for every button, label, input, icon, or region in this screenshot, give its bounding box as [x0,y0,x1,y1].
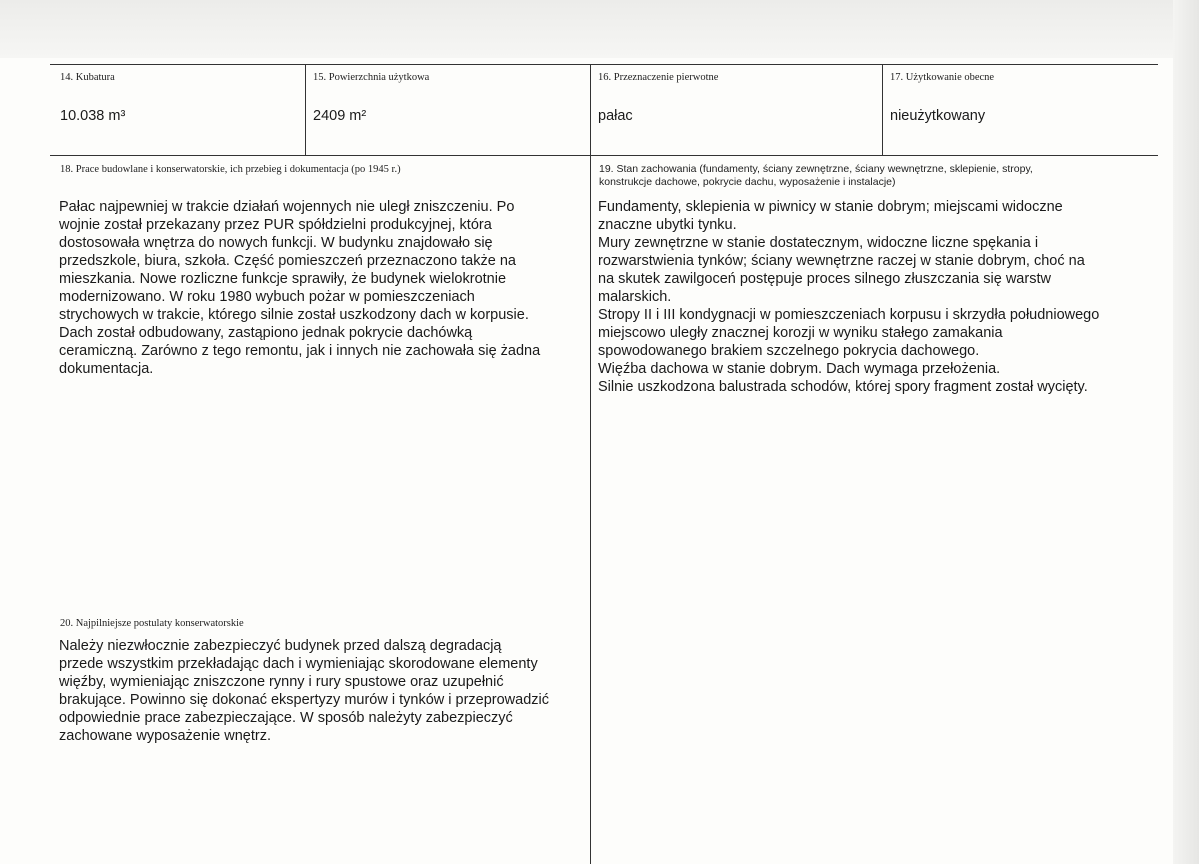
przeznaczenie-value: pałac [598,108,633,124]
column-divider-2 [590,64,591,864]
przeznaczenie-label: 16. Przeznaczenie pierwotne [598,72,719,83]
table-top-border [50,64,1158,65]
scan-top-band [0,0,1199,58]
prace-text: Pałac najpewniej w trakcie działań wojennych nie uległ zniszczeniu. Po wojnie został przekazany przez PUR spółdzielni produkcyjnej, która dostosowała wnętrza do nowych funkcji. W budynku znajdowało się przedszkole, biura, szkoła. Część pomieszczeń przeznaczono także na mieszkania. Nowe rozliczne funkcje sprawiły, że budynek wielokrotnie modernizowano. W roku 1980 wybuch pożar w pomieszczeniach strychowych w trakcie, którego silnie został uszkodzony dach w korpusie. Dach został odbudowany, zastąpiono jednak pokrycie dachówką ceramiczną. Zarówno z tego remontu, jak i innych nie zachowała się żadna dokumentacja. [59,199,541,377]
postulaty-label: 20. Najpilniejsze postulaty konserwatorskie [60,618,244,629]
postulaty-text: Należy niezwłocznie zabezpieczyć budynek przed dalszą degradacją przede wszystkim przekładając dach i wymieniając skorodowane elementy więźby, wymieniając zniszczone rynny i rury spustowe oraz uzupełnić brakujące. Powinno się dokonać ekspertyzy murów i tynków i przeprowadzić odpowiednie prace zabezpieczające. W sposób należyty zabezpieczyć zachowane wyposażenie wnętrz. [59,638,549,744]
stan-label: 19. Stan zachowania (fundamenty, ściany zewnętrzne, ściany wewnętrzne, sklepienie, stropy, konstrukcje dachowe, pokrycie dachu, wyposażenie i instalacje) [599,163,1033,188]
column-divider-3 [882,64,883,156]
stan-text: Fundamenty, sklepienia w piwnicy w stanie dobrym; miejscami widoczne znaczne ubytki tynku. Mury zewnętrzne w stanie dostatecznym, widoczne liczne spękania i rozwarstwienia tynków; ściany wewnętrzne raczej w stanie dobrym, choć na na skutek zawilgoceń postępuje proces silnego złuszczania się warstw malarskich. Stropy II i III kondygnacji w pomieszczeniach korpusu i skrzydła południowego miejscowo uległy znacznej korozji w wyniku stałego zamakania spowodowanego brakiem szczelnego pokrycia dachowego. Więźba dachowa w stanie dobrym. Dach wymaga przełożenia. Silnie uszkodzona balustrada schodów, której spory fragment został wycięty. [598,199,1100,395]
powierzchnia-value: 2409 m² [313,108,367,124]
uzytkowanie-label: 17. Użytkowanie obecne [890,72,995,83]
kubatura-value: 10.038 m³ [60,108,126,124]
prace-label: 18. Prace budowlane i konserwatorskie, ich przebieg i dokumentacja (po 1945 r.) [60,164,401,175]
uzytkowanie-value: nieużytkowany [890,108,986,124]
column-divider-1 [305,64,306,156]
kubatura-label: 14. Kubatura [60,72,115,83]
scan-right-edge [1173,0,1199,864]
powierzchnia-label: 15. Powierzchnia użytkowa [313,72,430,83]
row-divider [50,155,1158,156]
